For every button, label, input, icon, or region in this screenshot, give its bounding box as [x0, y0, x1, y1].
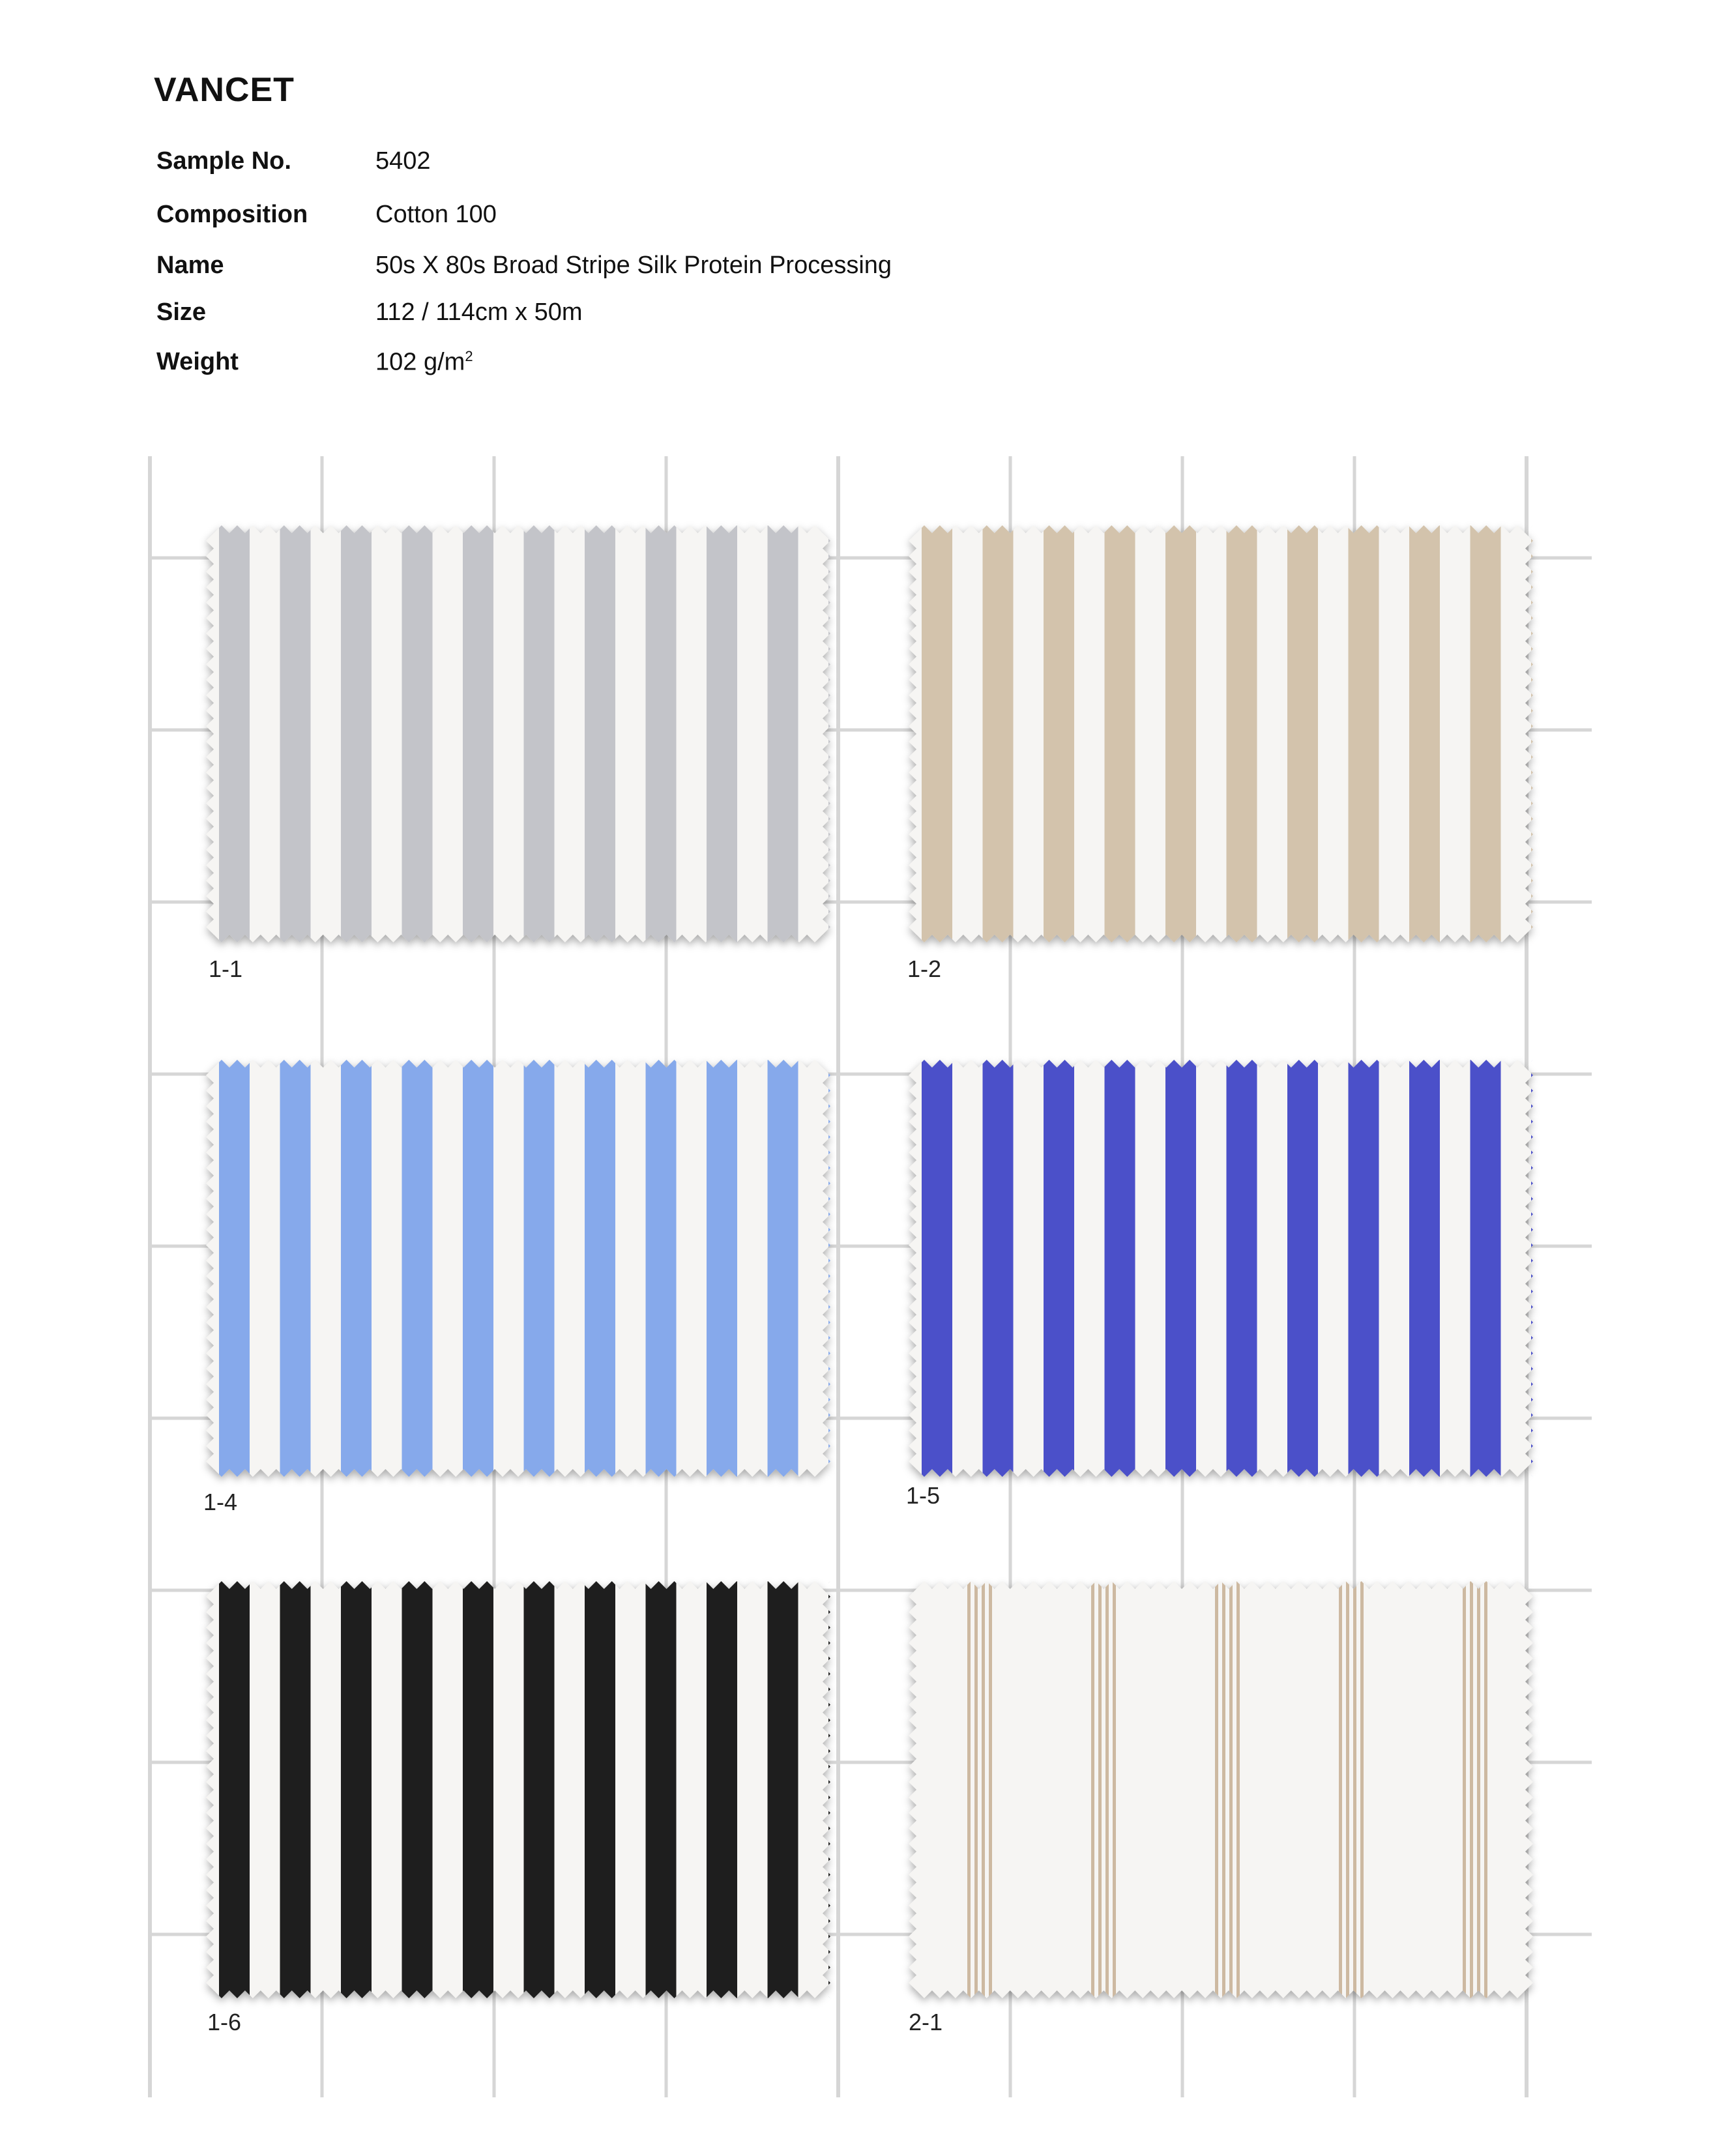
fabric-swatch-1-6	[206, 1581, 830, 1998]
fabric-swatch-2-1	[909, 1581, 1533, 1998]
fabric-stripe	[1165, 1060, 1196, 1477]
spec-value: 50s X 80s Broad Stripe Silk Protein Processing	[375, 252, 892, 279]
cloth-base	[909, 1581, 1533, 1998]
spec-label: Composition	[156, 201, 308, 228]
spec-label: Name	[156, 252, 224, 279]
fabric-pinstripe	[1339, 1581, 1342, 1998]
fabric-stripe	[219, 1581, 250, 1998]
fabric-pinstripe	[989, 1581, 992, 1998]
fabric-pinstripe	[1484, 1581, 1487, 1998]
spec-label: Size	[156, 299, 207, 326]
fabric-pinstripe	[1346, 1581, 1349, 1998]
fabric-pinstripe	[982, 1581, 985, 1998]
fabric-stripe	[768, 525, 798, 942]
fabric-swatch-1-1	[206, 525, 830, 942]
fabric-stripe	[219, 1060, 250, 1477]
fabric-stripe	[828, 1060, 830, 1477]
fabric-swatch-1-5	[909, 1060, 1533, 1477]
fabric-stripe	[768, 1060, 798, 1477]
fabric-stripe	[463, 1581, 493, 1998]
fabric-stripe	[219, 525, 250, 942]
fabric-stripe	[280, 1060, 311, 1477]
fabric-stripe	[707, 1060, 737, 1477]
fabric-stripe	[922, 525, 952, 942]
fabric-pinstripe	[1477, 1581, 1480, 1998]
spec-value: 112 / 114cm x 50m	[375, 299, 583, 326]
fabric-stripe	[585, 1581, 615, 1998]
brand-title: VANCET	[154, 71, 295, 109]
fabric-pinstripe	[1222, 1581, 1225, 1998]
fabric-stripe	[1349, 525, 1379, 942]
fabric-pinstripe	[1113, 1581, 1116, 1998]
fabric-pinstripe	[1360, 1581, 1364, 1998]
fabric-stripe	[524, 1060, 555, 1477]
spec-label: Weight	[156, 348, 239, 375]
weight-unit-superscript: 2	[465, 348, 473, 364]
fabric-stripe	[707, 525, 737, 942]
fabric-pinstripe	[1470, 1581, 1473, 1998]
fabric-pinstripe	[967, 1581, 971, 1998]
fabric-pinstripe	[1463, 1581, 1466, 1998]
swatch-label: 1-5	[906, 1482, 941, 1509]
fabric-stripe	[1409, 525, 1440, 942]
fabric-stripe	[402, 525, 433, 942]
spec-value: 5402	[375, 147, 431, 175]
fabric-stripe	[402, 1060, 433, 1477]
fabric-stripe	[1287, 525, 1318, 942]
fabric-stripe	[1044, 1060, 1074, 1477]
fabric-stripe	[646, 1581, 677, 1998]
fabric-stripe	[646, 525, 677, 942]
fabric-stripe	[828, 525, 830, 942]
fabric-stripe	[341, 1060, 372, 1477]
fabric-pinstripe	[1105, 1581, 1109, 1998]
fabric-pinstripe	[1236, 1581, 1240, 1998]
fabric-stripe	[585, 525, 615, 942]
fabric-pinstripe	[1098, 1581, 1102, 1998]
weight-number: 102 g/m	[375, 348, 465, 376]
fabric-stripe	[983, 525, 1014, 942]
fabric-stripe	[280, 525, 311, 942]
fabric-pinstripe	[1353, 1581, 1356, 1998]
fabric-pinstripe	[974, 1581, 978, 1998]
fabric-stripe	[1531, 1060, 1533, 1477]
fabric-stripe	[524, 525, 555, 942]
fabric-stripe	[1105, 1060, 1135, 1477]
spec-value: Cotton 100	[375, 201, 497, 228]
fabric-stripe	[828, 1581, 830, 1998]
fabric-stripe	[922, 1060, 952, 1477]
fabric-stripe	[463, 1060, 493, 1477]
fabric-stripe	[1105, 525, 1135, 942]
swatch-label: 1-2	[907, 955, 942, 982]
fabric-stripe	[463, 525, 493, 942]
fabric-stripe	[1349, 1060, 1379, 1477]
fabric-stripe	[768, 1581, 798, 1998]
fabric-stripe	[280, 1581, 311, 1998]
swatch-label: 2-1	[909, 2009, 943, 2035]
swatch-label: 1-4	[203, 1489, 238, 1515]
swatch-label: 1-6	[207, 2009, 242, 2035]
swatch-label: 1-1	[209, 955, 243, 982]
fabric-pinstripe	[1215, 1581, 1218, 1998]
fabric-stripe	[1409, 1060, 1440, 1477]
fabric-stripe	[707, 1581, 737, 1998]
fabric-stripe	[646, 1060, 677, 1477]
fabric-stripe	[585, 1060, 615, 1477]
fabric-stripe	[1044, 525, 1074, 942]
fabric-stripe	[1531, 525, 1533, 942]
fabric-stripe	[983, 1060, 1014, 1477]
fabric-stripe	[1470, 1060, 1501, 1477]
fabric-stripe	[1165, 525, 1196, 942]
fabric-stripe	[402, 1581, 433, 1998]
fabric-pinstripe	[1229, 1581, 1233, 1998]
fabric-stripe	[341, 1581, 372, 1998]
fabric-stripe	[1227, 525, 1257, 942]
fabric-stripe	[1470, 525, 1501, 942]
fabric-stripe	[524, 1581, 555, 1998]
spec-label: Sample No.	[156, 147, 291, 175]
fabric-swatch-1-4	[206, 1060, 830, 1477]
fabric-stripe	[341, 525, 372, 942]
fabric-stripe	[1227, 1060, 1257, 1477]
fabric-swatch-1-2	[909, 525, 1533, 942]
fabric-stripe	[1287, 1060, 1318, 1477]
fabric-pinstripe	[1091, 1581, 1094, 1998]
